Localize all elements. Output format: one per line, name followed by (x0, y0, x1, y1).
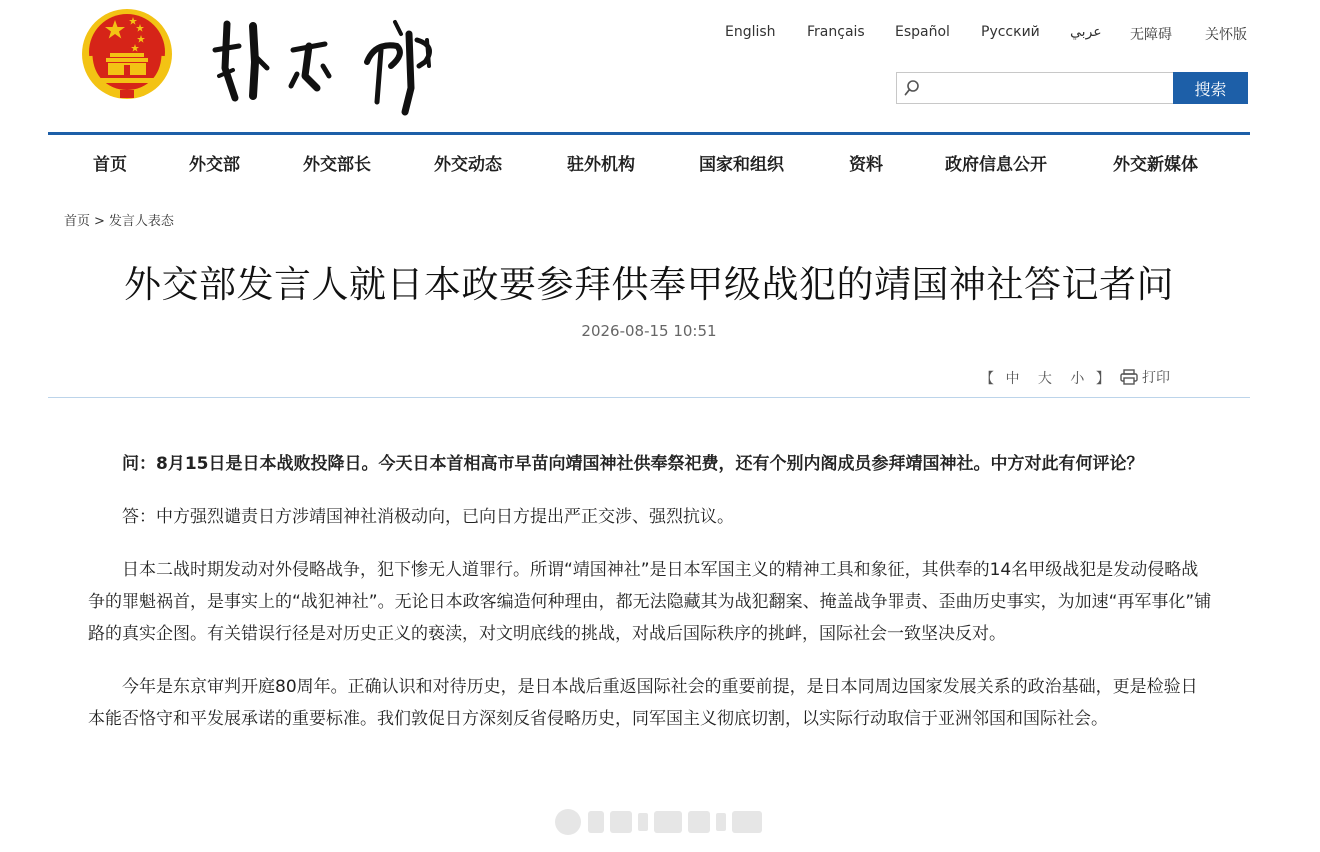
accessibility-link[interactable]: 无障碍 (1130, 27, 1172, 43)
national-emblem-icon[interactable] (80, 6, 174, 102)
elder-care-version-link[interactable]: 关怀版 (1205, 27, 1247, 43)
nav-item-new-media[interactable]: 外交新媒体 (1113, 155, 1198, 175)
search-input-box[interactable] (896, 72, 1174, 104)
breadcrumb-separator: > (94, 214, 105, 229)
print-label: 打印 (1142, 370, 1170, 386)
print-button[interactable] (1120, 367, 1170, 387)
nav-item-diplomatic-news[interactable]: 外交动态 (434, 155, 502, 175)
breadcrumb (64, 210, 174, 229)
font-size-small-button[interactable]: 小 (1070, 371, 1085, 387)
breadcrumb-home-link[interactable]: 首页 (64, 214, 91, 229)
nav-item-government-info[interactable]: 政府信息公开 (945, 155, 1047, 175)
watermark-logo (552, 805, 772, 839)
font-tools-close-bracket: 】 (1095, 371, 1110, 387)
font-size-medium-button[interactable]: 中 (1005, 371, 1020, 387)
body-paragraph: 今年是东京审判开庭80周年。正确认识和对待历史，是日本战后重返国际社会的重要前提，是日本同周边国家发展关系的政治基础，更是检验日本能否恪守和平发展承诺的重要标准。我们敦促日方深刻反省侵略历史，同军国主义彻底切割，以实际行动取信于亚洲邻国和国际社会。 (88, 677, 1198, 729)
content-divider (48, 397, 1250, 398)
lang-russian-link[interactable]: Русский (981, 24, 1040, 40)
nav-item-countries-organizations[interactable]: 国家和组织 (699, 155, 784, 175)
search-input[interactable] (925, 76, 1165, 100)
font-size-tools (980, 368, 1110, 388)
answer-paragraph: 答：中方强烈谴责日方涉靖国神社消极动向，已向日方提出严正交涉、强烈抗议。 (122, 507, 734, 527)
language-bar (700, 24, 1252, 46)
nav-item-resources[interactable]: 资料 (849, 155, 883, 175)
breadcrumb-current-link[interactable]: 发言人表态 (108, 214, 174, 229)
nav-item-minister[interactable]: 外交部长 (303, 155, 371, 175)
search-button[interactable]: 搜索 (1173, 72, 1248, 104)
lang-spanish-link[interactable]: Español (895, 24, 950, 40)
nav-item-home[interactable]: 首页 (93, 155, 127, 175)
nav-top-border (48, 132, 1250, 135)
nav-item-ministry[interactable]: 外交部 (189, 155, 240, 175)
lang-english-link[interactable]: English (725, 24, 776, 40)
question-paragraph: 问：8月15日是日本战败投降日。今天日本首相高市早苗向靖国神社供奉祭祀费，还有个别内阁成员参拜靖国神社。中方对此有何评论？ (122, 454, 1144, 474)
nav-item-missions-abroad[interactable]: 驻外机构 (567, 155, 635, 175)
ministry-calligraphy-logo[interactable] (205, 6, 440, 122)
font-size-large-button[interactable]: 大 (1037, 371, 1052, 387)
search-icon (904, 79, 920, 97)
main-nav (48, 138, 1250, 184)
font-tools-open-bracket: 【 (980, 371, 994, 387)
body-paragraph: 日本二战时期发动对外侵略战争，犯下惨无人道罪行。所谓“靖国神社”是日本军国主义的精神工具和象征，其供奉的14名甲级战犯是发动侵略战争的罪魁祸首，是事实上的“战犯神社”。无论日本政客编造何种理由，都无法隐藏其为战犯翻案、掩盖战争罪责、歪曲历史事实，为加速“再军事化”铺路的真实企图。有关错误行径是对历史正义的亵渎，对文明底线的挑战，对战后国际秩序的挑衅，国际社会一致坚决反对。 (88, 560, 1212, 644)
lang-french-link[interactable]: Français (807, 24, 865, 40)
article-title: 外交部发言人就日本政要参拜供奉甲级战犯的靖国神社答记者问 (124, 263, 1174, 306)
lang-arabic-link[interactable]: عربي (1070, 24, 1102, 40)
search-bar (896, 72, 1250, 104)
article-date: 2026-08-15 10:51 (581, 322, 717, 340)
printer-icon (1120, 369, 1138, 385)
article-body (88, 448, 1214, 756)
